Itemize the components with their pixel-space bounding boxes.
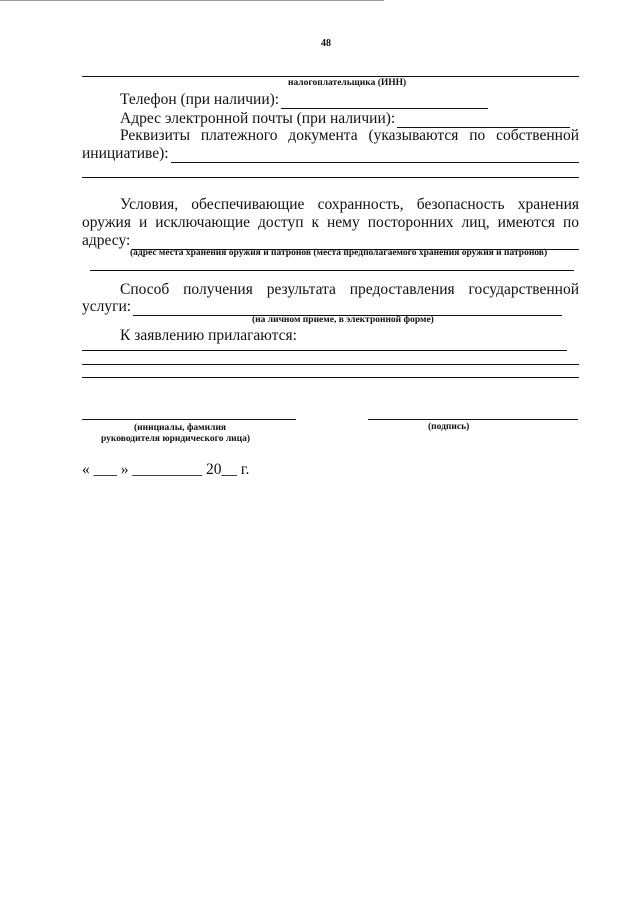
email-field[interactable] <box>120 110 570 128</box>
date-year-blank[interactable]: __ <box>221 461 237 478</box>
phone-label: Телефон (при наличии): <box>120 91 280 108</box>
signature-line[interactable] <box>368 419 578 420</box>
requisites-text-line1: Реквизиты платежного документа (указываются по собственной <box>120 127 579 144</box>
address-label: адресу: <box>82 232 131 249</box>
date-suffix: г. <box>240 461 250 478</box>
initials-line[interactable] <box>82 419 296 420</box>
date-open-quote: « <box>82 461 90 478</box>
conditions-text-line1: Условия, обеспечивающие сохранность, безопасность хранения <box>120 196 579 213</box>
inn-underline[interactable] <box>82 76 579 77</box>
method-text-line1: Способ получения результата предоставления государственной <box>120 281 579 298</box>
initials-caption-line2: руководителя юридического лица) <box>101 434 251 444</box>
signature-caption: (подпись) <box>428 422 470 432</box>
requisites-extra-line[interactable] <box>82 177 579 178</box>
date-year-prefix: 20 <box>206 461 222 478</box>
phone-field[interactable] <box>120 91 488 109</box>
requisites-input-line[interactable] <box>171 149 579 163</box>
date-day-blank[interactable]: ___ <box>93 461 117 478</box>
inn-caption: налогоплательщика (ИНН) <box>288 78 407 88</box>
page-number: 48 <box>321 38 331 49</box>
date-line[interactable] <box>82 461 249 479</box>
conditions-text-line2: оружия и исключающие доступ к нему посторонних лиц, имеются по <box>82 214 579 231</box>
date-close-quote: » <box>120 461 129 478</box>
initials-caption-line1: (инициалы, фамилия <box>134 423 227 433</box>
method-field[interactable] <box>82 298 562 316</box>
address-caption: (адрес места хранения оружия и патронов (места предполагаемого хранения оружия и патронов) <box>130 248 548 258</box>
email-label: Адрес электронной почты (при наличии): <box>120 110 396 127</box>
address-extra-line[interactable] <box>90 270 574 271</box>
requisites-field[interactable] <box>82 145 579 163</box>
attachments-label: К заявлению прилагаются: <box>120 327 297 344</box>
page-top-edge <box>0 0 384 1</box>
method-caption: (на личном приеме, в электронной форме) <box>252 315 434 325</box>
method-input-line[interactable] <box>133 302 562 316</box>
attachments-line-2[interactable] <box>82 364 579 365</box>
attachments-line-3[interactable] <box>82 377 579 378</box>
requisites-label: инициативе): <box>82 145 169 162</box>
phone-input-line[interactable] <box>281 95 488 109</box>
method-label: услуги: <box>82 298 132 315</box>
date-month-blank[interactable]: _________ <box>132 461 203 478</box>
email-input-line[interactable] <box>397 114 570 128</box>
attachments-line-1[interactable] <box>82 350 567 351</box>
